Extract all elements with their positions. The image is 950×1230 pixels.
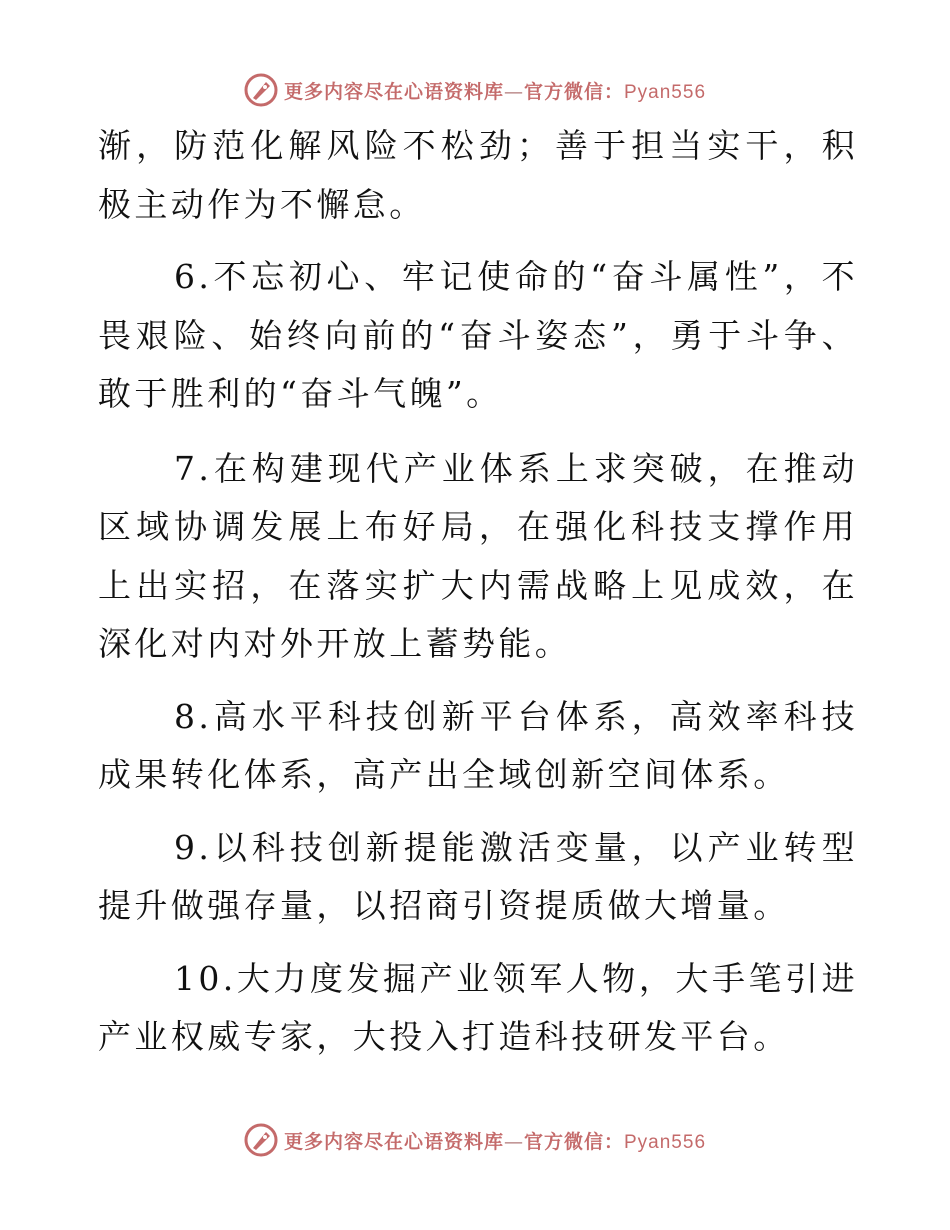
watermark-separator: — (503, 80, 524, 103)
watermark-id: Pyan556 (624, 1131, 707, 1153)
paragraph-item-6: 6.不忘初心、牢记使命的“奋斗属性”，不畏艰险、始终向前的“奋斗姿态”，勇于斗争、敢于胜利的“奋斗气魄”。 (98, 257, 858, 413)
paragraph-item-9: 9.以科技创新提能激活变量，以产业转型提升做强存量，以招商引资提质做大增量。 (98, 827, 858, 925)
paragraph-item-7: 7.在构建现代产业体系上求突破，在推动区域协调发展上布好局，在强化科技支撑作用上出实招，在落实扩大内需战略上见成效，在深化对内对外开放上蓄势能。 (98, 448, 858, 663)
watermark-separator: — (503, 1130, 524, 1153)
watermark-label: 官方微信： (523, 1130, 624, 1153)
paragraph-item-10: 10.大力度发掘产业领军人物，大手笔引进产业权威专家，大投入打造科技研发平台。 (98, 958, 858, 1056)
watermark-label: 官方微信： (523, 80, 624, 103)
paragraph-item-8: 8.高水平科技创新平台体系，高效率科技成果转化体系，高产出全域创新空间体系。 (98, 696, 858, 794)
watermark-text: 更多内容尽在心语资料库 (283, 80, 504, 103)
footer-watermark (0, 1120, 950, 1160)
watermark-id: Pyan556 (624, 81, 707, 103)
pen-nib-logo-icon (244, 1123, 278, 1157)
document-body (98, 117, 858, 1071)
pen-nib-logo-icon (244, 73, 278, 107)
header-watermark (0, 70, 950, 110)
paragraph-continuation: 渐，防范化解风险不松劲；善于担当实干，积极主动作为不懈怠。 (98, 126, 858, 224)
watermark-text: 更多内容尽在心语资料库 (283, 1130, 504, 1153)
